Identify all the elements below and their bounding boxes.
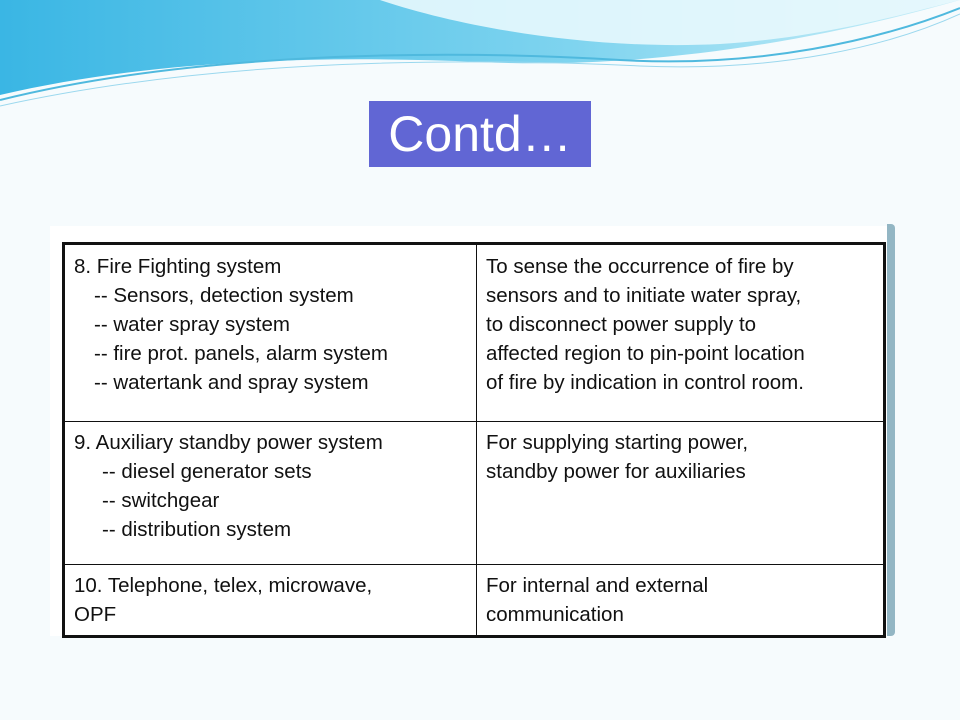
purpose-line: For internal and external [486,574,709,597]
purpose-line: sensors and to initiate water spray, [486,284,802,307]
table-cell-system [64,422,477,565]
purpose-line: to disconnect power supply to [486,313,757,336]
purpose-line: To sense the occurrence of fire by [486,255,794,278]
row-sub-item: OPF [74,603,117,626]
row-sub-item: -- watertank and spray system [94,371,369,394]
row-sub-item: -- Sensors, detection system [94,284,354,307]
purpose-line: affected region to pin-point location [486,342,805,365]
row-heading: 10. Telephone, telex, microwave, [74,574,373,597]
table-cell-system [64,565,477,637]
row-sub-item: -- fire prot. panels, alarm system [94,342,388,365]
content-table [62,242,886,638]
table-row [64,422,885,565]
row-sub-item: -- diesel generator sets [102,460,312,483]
table-row [64,244,885,422]
row-sub-item: -- switchgear [102,489,220,512]
purpose-line: standby power for auxiliaries [486,460,746,483]
table-cell-system [64,244,477,422]
slide-title: Contd… [369,101,591,167]
purpose-line: For supplying starting power, [486,431,749,454]
table-row [64,565,885,637]
table-panel-accent [887,224,895,636]
row-sub-item: -- water spray system [94,313,290,336]
row-sub-item: -- distribution system [102,518,292,541]
table-cell-purpose [477,422,885,565]
row-heading: 9. Auxiliary standby power system [74,431,383,454]
table-cell-purpose [477,244,885,422]
row-heading: 8. Fire Fighting system [74,255,282,278]
purpose-line: of fire by indication in control room. [486,371,804,394]
purpose-line: communication [486,603,624,626]
table-cell-purpose [477,565,885,637]
